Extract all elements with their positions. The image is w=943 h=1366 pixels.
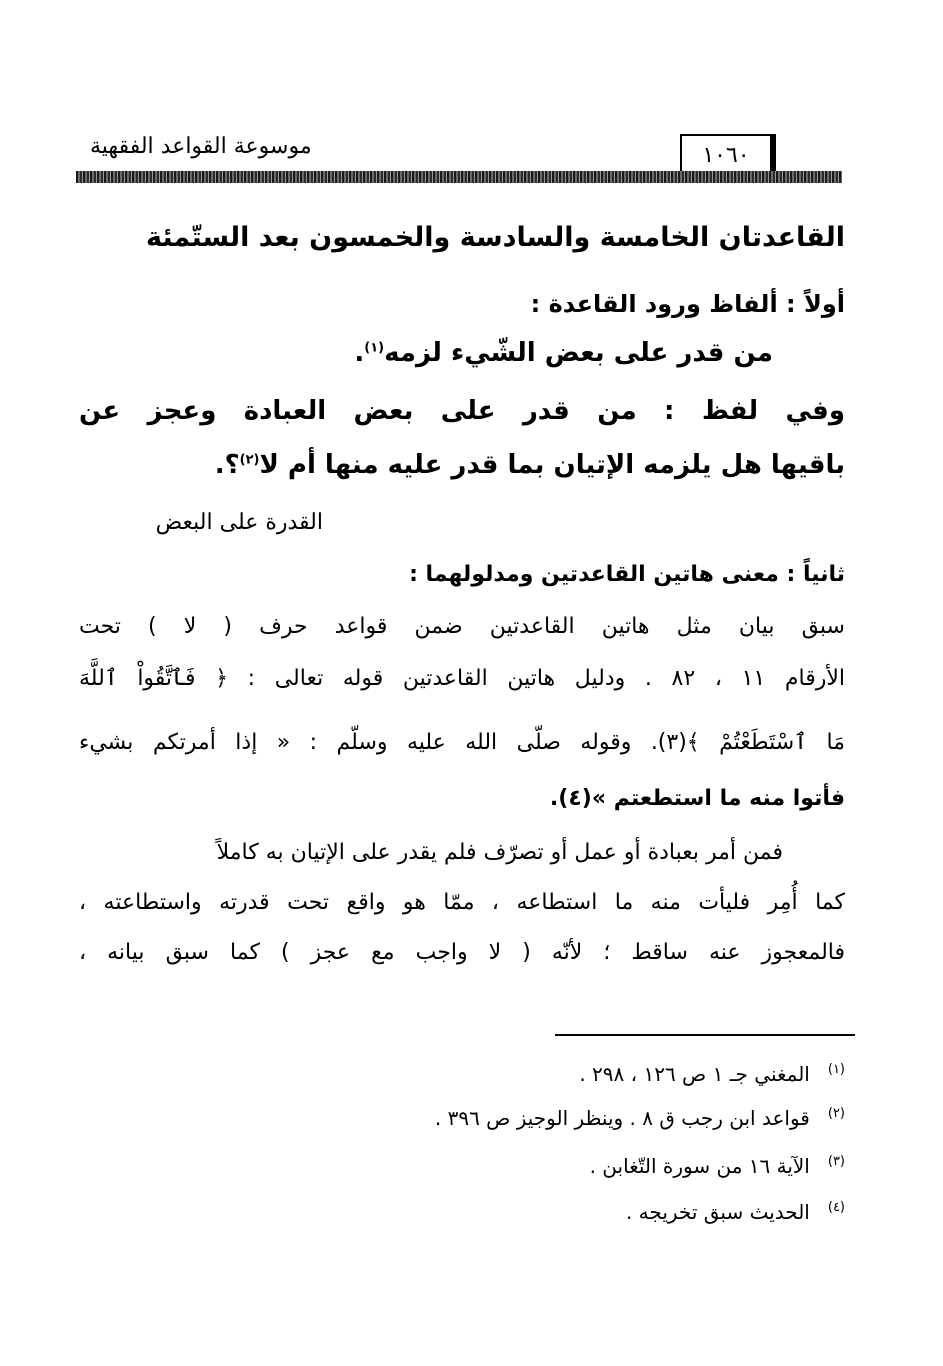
rule-2-end: ؟. xyxy=(214,450,240,480)
page-number xyxy=(680,134,776,176)
footnote-3-text: الآية ١٦ من سورة التّغابن . xyxy=(589,1154,810,1178)
rule-statement-2-line-1: وفي لفظ : من قدر على بعض العبادة وعجز عن xyxy=(79,396,845,426)
body-line-4: فأتوا منه ما استطعتم »(٤). xyxy=(549,786,845,811)
footnote-3 xyxy=(145,1154,845,1178)
footnote-rule xyxy=(555,1034,855,1036)
running-title: موسوعة القواعد الفقهية xyxy=(90,134,312,159)
footnote-2-text: قواعد ابن رجب ق ٨ . وينظر الوجيز ص ٣٩٦ . xyxy=(434,1106,810,1130)
footnote-3-num: (٣) xyxy=(827,1154,845,1170)
footnote-4 xyxy=(145,1200,845,1224)
para2-line-3: فالمعجوز عنه ساقط ؛ لأنّه ( لا واجب مع عجز ) كما سبق بيانه ، xyxy=(79,940,845,965)
para2-line-1: فمن أمر بعبادة أو عمل أو تصرّف فلم يقدر على الإتيان به كاملاً xyxy=(216,840,783,865)
body-line-2: الأرقام ١١ ، ٨٢ . ودليل هاتين القاعدتين قوله تعالى : ﴿ فَٱتَّقُواْ ٱللَّهَ xyxy=(79,666,845,691)
footnote-2 xyxy=(145,1106,845,1130)
footnote-4-text: الحديث سبق تخريجه . xyxy=(625,1200,810,1224)
footnote-1 xyxy=(145,1062,845,1086)
rule-1-text: من قدر على بعض الشّيء لزمه xyxy=(384,338,773,368)
body-line-3: مَا ٱسْتَطَعْتُمْ ﴾(٣). وقوله صلّى الله عليه وسلّم : « إذا أمرتكم بشيء xyxy=(79,730,845,755)
rule-statement-2-line-2 xyxy=(75,450,845,480)
body-line-1: سبق بيان مثل هاتين القاعدتين ضمن قواعد حرف ( لا ) تحت xyxy=(79,614,845,639)
side-note: القدرة على البعض xyxy=(155,510,323,535)
page-title: القاعدتان الخامسة والسادسة والخمسون بعد الستّمئة xyxy=(146,222,845,253)
rule-1-end: . xyxy=(354,338,365,368)
footnote-1-text: المغني جـ ١ ص ١٢٦ ، ٢٩٨ . xyxy=(579,1062,810,1086)
footnote-1-num: (١) xyxy=(827,1062,845,1078)
rule-statement-1 xyxy=(73,338,773,368)
para2-line-2: كما أُمِر فليأت منه ما استطاعه ، ممّا هو واقع تحت قدرته واستطاعته ، xyxy=(79,890,845,915)
page-number-text: ١٠٦٠ xyxy=(702,142,750,168)
section-heading-1: أولاً : ألفاظ ورود القاعدة : xyxy=(530,290,845,318)
footnote-ref-2: (٢) xyxy=(239,452,260,468)
header-rule xyxy=(76,171,842,183)
footnote-4-num: (٤) xyxy=(827,1200,845,1216)
footnote-2-num: (٢) xyxy=(827,1106,845,1122)
section-heading-2: ثانياً : معنى هاتين القاعدتين ومدلولهما : xyxy=(409,562,845,587)
footnote-ref-1: (١) xyxy=(364,340,385,356)
rule-2-text: باقيها هل يلزمه الإتيان بما قدر عليه منها أم لا xyxy=(259,450,845,480)
